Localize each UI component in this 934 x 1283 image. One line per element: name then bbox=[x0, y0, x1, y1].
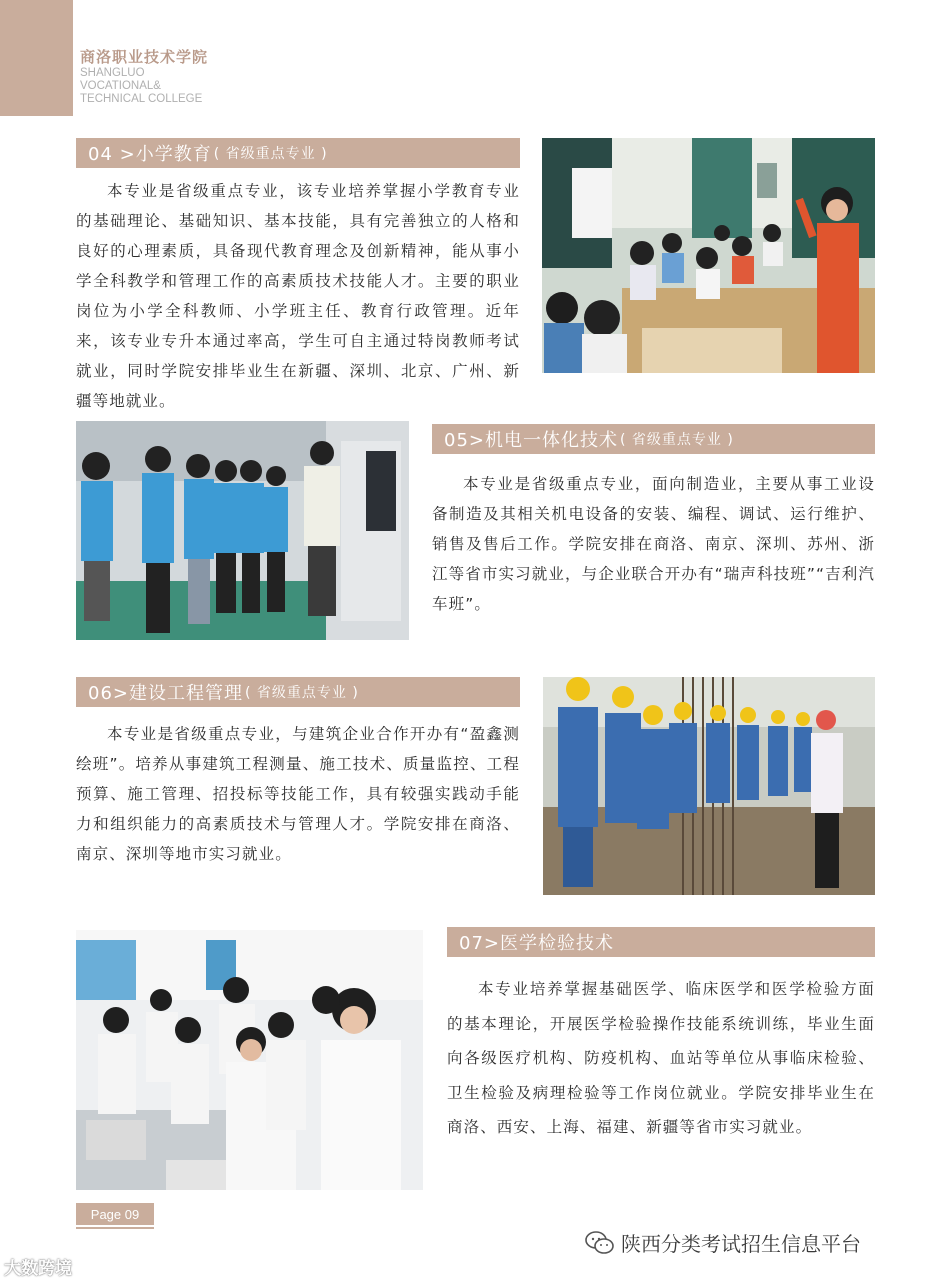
college-name-en-line1: SHANGLUO bbox=[80, 67, 145, 79]
section-07-text: 本专业培养掌握基础医学、临床医学和医学检验方面的基本理论，开展医学检验操作技能系统训练，毕业生面向各级医疗机构、防疫机构、血站等单位从事临床检验、卫生检验及病理检验等工作岗位就业。学院安排毕业生在商洛、西安、上海、福建、新疆等省市实习就业。 bbox=[447, 980, 875, 1136]
section-07-title: 07>医学检验技术 bbox=[459, 933, 614, 954]
section-05-title: 05>机电一体化技术 bbox=[444, 430, 618, 451]
wechat-account-watermark bbox=[585, 1228, 861, 1257]
watermark-right-text: 陕西分类考试招生信息平台 bbox=[621, 1232, 861, 1256]
section-04-title: 04 >小学教育 bbox=[88, 144, 212, 165]
college-name-en-line2: VOCATIONAL& bbox=[80, 80, 161, 92]
section-04-text: 本专业是省级重点专业，该专业培养掌握小学教育专业的基础理论、基础知识、基本技能，具有完善独立的人格和良好的心理素质，具备现代教育理念及创新精神，能从事小学全科教学和管理工作的高素质技术技能人才。主要的职业岗位为小学全科教师、小学班主任、教育行政管理。近年来，该专业专升本通过率高，学生可自主通过特岗教师考试就业，同时学院安排毕业生在新疆、深圳、北京、广州、新疆等地就业。 bbox=[76, 182, 520, 410]
section-04-title-bar bbox=[76, 138, 520, 168]
college-header bbox=[80, 46, 208, 106]
section-05-text: 本专业是省级重点专业，面向制造业，主要从事工业设备制造及其相关机电设备的安装、编程、调试、运行维护、销售及售后工作。学院安排在商洛、南京、深圳、苏州、浙江等省市实习就业，与企业联合开办有“瑞声科技班”“吉利汽车班”。 bbox=[432, 475, 875, 613]
wechat-icon bbox=[585, 1230, 615, 1256]
watermark-left: 大数跨境 bbox=[4, 1259, 72, 1279]
construction-site-photo bbox=[543, 677, 875, 895]
section-05-tag: ( 省级重点专业 ) bbox=[620, 432, 734, 448]
section-06-title: 06>建设工程管理 bbox=[88, 683, 243, 704]
college-name-en-line3: TECHNICAL COLLEGE bbox=[80, 93, 203, 105]
section-06-tag: ( 省级重点专业 ) bbox=[245, 685, 359, 701]
mechatronics-photo bbox=[76, 421, 409, 640]
section-05-title-bar bbox=[432, 424, 875, 454]
section-07-title-bar bbox=[447, 927, 875, 957]
corner-accent-block bbox=[0, 0, 73, 116]
page-number: Page 09 bbox=[76, 1203, 154, 1225]
section-06-title-bar bbox=[76, 677, 520, 707]
page-number-underline bbox=[76, 1227, 154, 1229]
medical-lab-photo bbox=[76, 930, 423, 1190]
college-name-cn: 商洛职业技术学院 bbox=[80, 48, 209, 66]
classroom-photo bbox=[542, 138, 875, 373]
section-06-text: 本专业是省级重点专业，与建筑企业合作开办有“盈鑫测绘班”。培养从事建筑工程测量、施工技术、质量监控、工程预算、施工管理、招投标等技能工作，具有较强实践动手能力和组织能力的高素质技术与管理人才。学院安排在商洛、南京、深圳等地市实习就业。 bbox=[76, 725, 520, 863]
section-04-tag: ( 省级重点专业 ) bbox=[213, 146, 328, 162]
